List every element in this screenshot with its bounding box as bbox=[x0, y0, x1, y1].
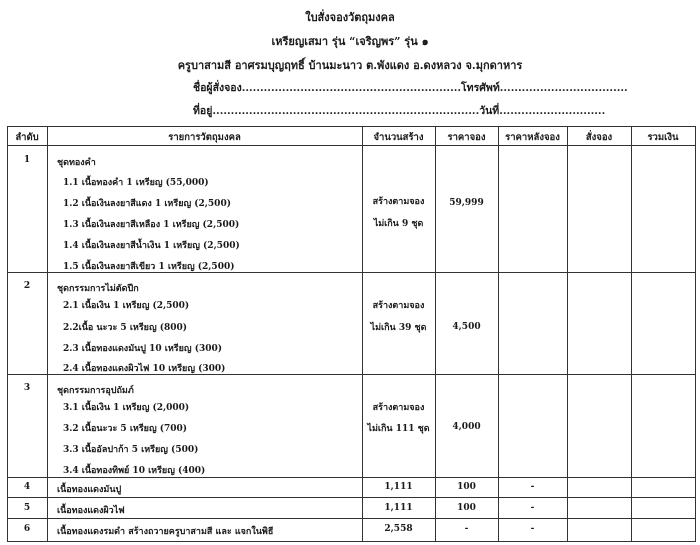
row-number: 5 bbox=[23, 503, 31, 513]
list-item: 2.2เนื้อ นะวะ 5 เหรียญ (800) bbox=[63, 323, 188, 333]
col-line bbox=[498, 126, 499, 542]
group-number: 2 bbox=[23, 281, 31, 291]
col-line bbox=[435, 126, 436, 542]
quantity-note: สร้างตามจอง bbox=[372, 197, 425, 207]
group-title: ชุดกรรมการไม่ตัดปีก bbox=[57, 284, 139, 294]
quantity-note: สร้างตามจอง bbox=[372, 403, 425, 413]
col-line bbox=[47, 126, 48, 542]
group-title: ชุดกรรมการอุปถัมภ์ bbox=[57, 386, 134, 396]
list-item: 2.3 เนื้อทองแดงมันปู 10 เหรียญ (300) bbox=[63, 344, 223, 354]
col-header-after-price: ราคาหลังจอง bbox=[505, 132, 560, 143]
temple-address: ครูบาสามสี อาศรมบุญฤทธิ์ บ้านมะนาว ต.พังแดง อ.ดงหลวง จ.มุกดาหาร bbox=[177, 59, 523, 72]
row-quantity: 1,111 bbox=[384, 482, 413, 492]
row-after-price: - bbox=[530, 503, 535, 513]
quantity-limit: ไม่เกิน 9 ชุด bbox=[373, 219, 424, 229]
group-number: 3 bbox=[23, 383, 31, 393]
group-number: 1 bbox=[23, 155, 31, 165]
row-item: เนื้อทองแดงมันปู bbox=[57, 485, 122, 495]
list-item: 1.2 เนื้อเงินลงยาสีแดง 1 เหรียญ (2,500) bbox=[63, 199, 231, 209]
preorder-price: 4,000 bbox=[452, 422, 481, 432]
preorder-price: 4,500 bbox=[452, 322, 481, 332]
row-preorder-price: 100 bbox=[457, 482, 476, 492]
row-preorder-price: - bbox=[464, 524, 469, 534]
col-header-no: ลำดับ bbox=[15, 132, 39, 143]
col-line bbox=[567, 126, 568, 542]
quantity-limit: ไม่เกิน 111 ชุด bbox=[367, 424, 430, 434]
quantity-note: สร้างตามจอง bbox=[372, 301, 425, 311]
list-item: 1.4 เนื้อเงินลงยาสีน้ำเงิน 1 เหรียญ (2,500) bbox=[63, 241, 240, 251]
row-line bbox=[7, 477, 696, 478]
list-item: 2.4 เนื้อทองแดงผิวไฟ 10 เหรียญ (300) bbox=[63, 364, 226, 374]
row-after-price: - bbox=[530, 524, 535, 534]
header-bottom-line bbox=[7, 145, 696, 146]
col-line bbox=[362, 126, 363, 542]
group-title: ชุดทองคำ bbox=[57, 158, 96, 168]
list-item: 1.1 เนื้อทองคำ 1 เหรียญ (55,000) bbox=[63, 178, 209, 188]
col-header-order: สั่งจอง bbox=[585, 132, 613, 143]
row-quantity: 1,111 bbox=[384, 503, 413, 513]
col-header-quantity: จำนวนสร้าง bbox=[373, 132, 424, 143]
row-number: 4 bbox=[23, 482, 31, 492]
preorder-price: 59,999 bbox=[449, 198, 484, 208]
row-line bbox=[7, 518, 696, 519]
col-header-total: รวมเงิน bbox=[647, 132, 679, 143]
list-item: 3.4 เนื้อทองทิพย์ 10 เหรียญ (400) bbox=[63, 466, 206, 476]
list-item: 1.5 เนื้อเงินลงยาสีเขียว 1 เหรียญ (2,500) bbox=[63, 262, 235, 272]
form-title: ใบสั่งจองวัตถุมงคล bbox=[305, 11, 395, 24]
row-quantity: 2,558 bbox=[384, 524, 413, 534]
form-subtitle: เหรียญเสมา รุ่น “เจริญพร” รุ่น ๑ bbox=[271, 35, 429, 48]
quantity-limit: ไม่เกิน 39 ชุด bbox=[370, 323, 427, 333]
row-preorder-price: 100 bbox=[457, 503, 476, 513]
row-number: 6 bbox=[23, 524, 31, 534]
address-date-line[interactable]: ที่อยู่.........................................................................วันที่............................. bbox=[193, 105, 606, 117]
row-item: เนื้อทองแดงผิวไฟ bbox=[57, 506, 125, 516]
table-border-top bbox=[7, 126, 696, 127]
list-item: 1.3 เนื้อเงินลงยาสีเหลือง 1 เหรียญ (2,500) bbox=[63, 220, 240, 230]
row-after-price: - bbox=[530, 482, 535, 492]
list-item: 3.2 เนื้อนะวะ 5 เหรียญ (700) bbox=[63, 424, 188, 434]
list-item: 2.1 เนื้อเงิน 1 เหรียญ (2,500) bbox=[63, 301, 190, 311]
row-line bbox=[7, 497, 696, 498]
list-item: 3.1 เนื้อเงิน 1 เหรียญ (2,000) bbox=[63, 403, 190, 413]
table-border-bottom bbox=[7, 541, 696, 542]
list-item: 3.3 เนื้ออัลปาก้า 5 เหรียญ (500) bbox=[63, 445, 199, 455]
col-line bbox=[631, 126, 632, 542]
orderer-name-phone-line[interactable]: ชื่อผู้สั่งจอง............................................................โทรศัพท์................................... bbox=[193, 82, 628, 94]
row-item: เนื้อทองแดงรมดำ สร้างถวายครูบาสามสี และ แจกในพิธี bbox=[57, 527, 274, 537]
col-header-preorder-price: ราคาจอง bbox=[447, 132, 486, 143]
col-header-item: รายการวัตถุมงคล bbox=[168, 132, 241, 143]
col-line bbox=[695, 126, 696, 542]
col-line bbox=[7, 126, 8, 542]
order-table bbox=[7, 126, 696, 542]
